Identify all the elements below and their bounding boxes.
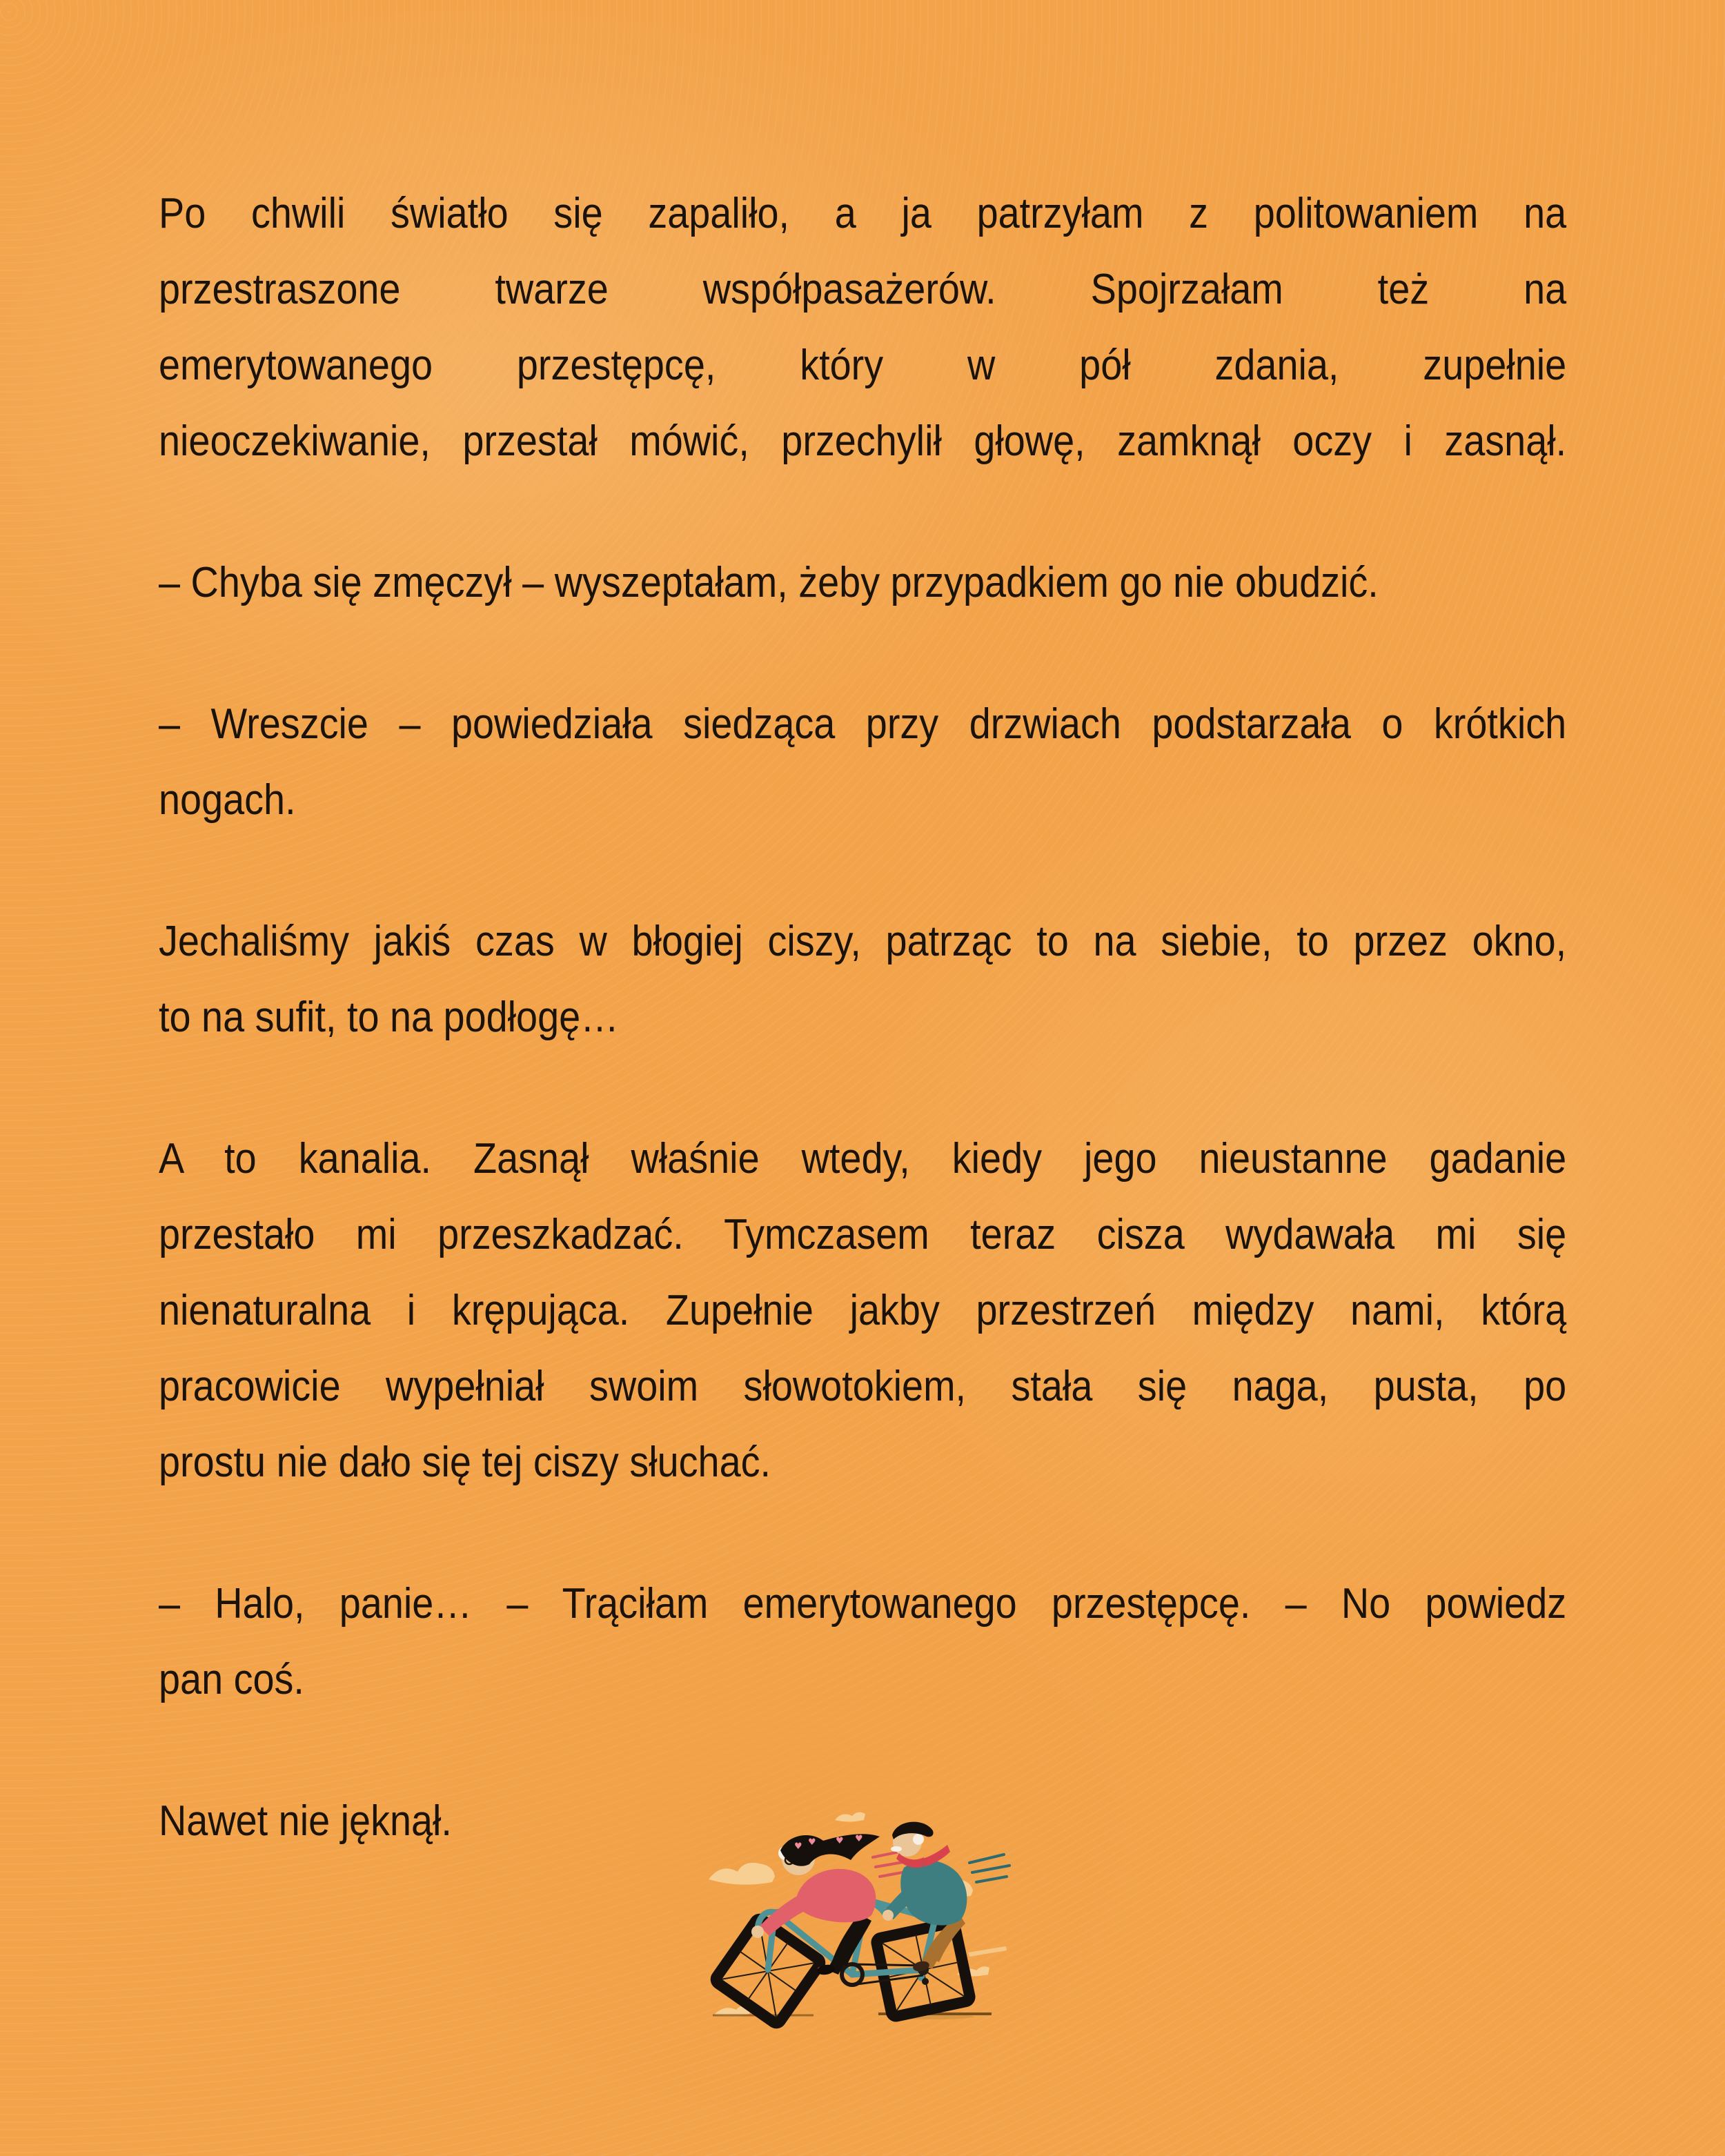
text-line: – Wreszcie – powiedziała siedząca przy drzwiach podstarzała o krótkich — [159, 700, 1567, 748]
text-line: to na sufit, to na podłogę… — [159, 993, 619, 1041]
svg-text:♥: ♥ — [855, 1834, 863, 1844]
text-line: Jechaliśmy jakiś czas w błogiej ciszy, patrząc to na siebie, to przez okno, — [159, 918, 1567, 965]
text-line: emerytowanego przestępcę, który w pół zdania, zupełnie — [159, 342, 1567, 389]
tandem-bicycle-illustration — [693, 1809, 1032, 2037]
text-line: nogach. — [159, 776, 296, 824]
page-text — [159, 176, 1566, 1859]
text-line: pracowicie wypełniał swoim słowotokiem, stała się naga, pusta, po — [159, 1363, 1567, 1410]
text-line: przestraszone twarze współpasażerów. Spojrzałam też na — [159, 266, 1567, 313]
text-line: pan coś. — [159, 1656, 304, 1703]
text-line: nienaturalna i krępująca. Zupełnie jakby przestrzeń między nami, którą — [159, 1287, 1567, 1334]
paragraph-5 — [159, 1121, 1566, 1501]
paragraph-1 — [159, 176, 1566, 479]
text-line: Nawet nie jęknął. — [159, 1797, 452, 1845]
text-line: – Halo, panie… – Trąciłam emerytowanego przestępcę. – No powiedz — [159, 1580, 1567, 1628]
text-line: prostu nie dało się tej ciszy słuchać. — [159, 1438, 771, 1486]
paragraph-6-dialogue — [159, 1566, 1566, 1718]
paragraph-2-dialogue — [159, 545, 1566, 621]
svg-text:♥: ♥ — [808, 1837, 816, 1848]
svg-text:♥: ♥ — [794, 1841, 802, 1852]
paragraph-4 — [159, 904, 1566, 1056]
text-line: Po chwili światło się zapaliło, a ja patrzyłam z politowaniem na — [159, 190, 1567, 237]
text-line: nieoczekiwanie, przestał mówić, przechylił głowę, zamknął oczy i zasnął. — [159, 417, 1567, 465]
text-line: A to kanalia. Zasnął właśnie wtedy, kiedy jego nieustanne gadanie — [159, 1135, 1567, 1183]
svg-text:♥: ♥ — [836, 1836, 844, 1846]
paragraph-3-dialogue — [159, 686, 1566, 838]
text-line: przestało mi przeszkadzać. Tymczasem teraz cisza wydawała mi się — [159, 1211, 1567, 1258]
text-line: – Chyba się zmęczył – wyszeptałam, żeby przypadkiem go nie obudzić. — [159, 559, 1379, 606]
